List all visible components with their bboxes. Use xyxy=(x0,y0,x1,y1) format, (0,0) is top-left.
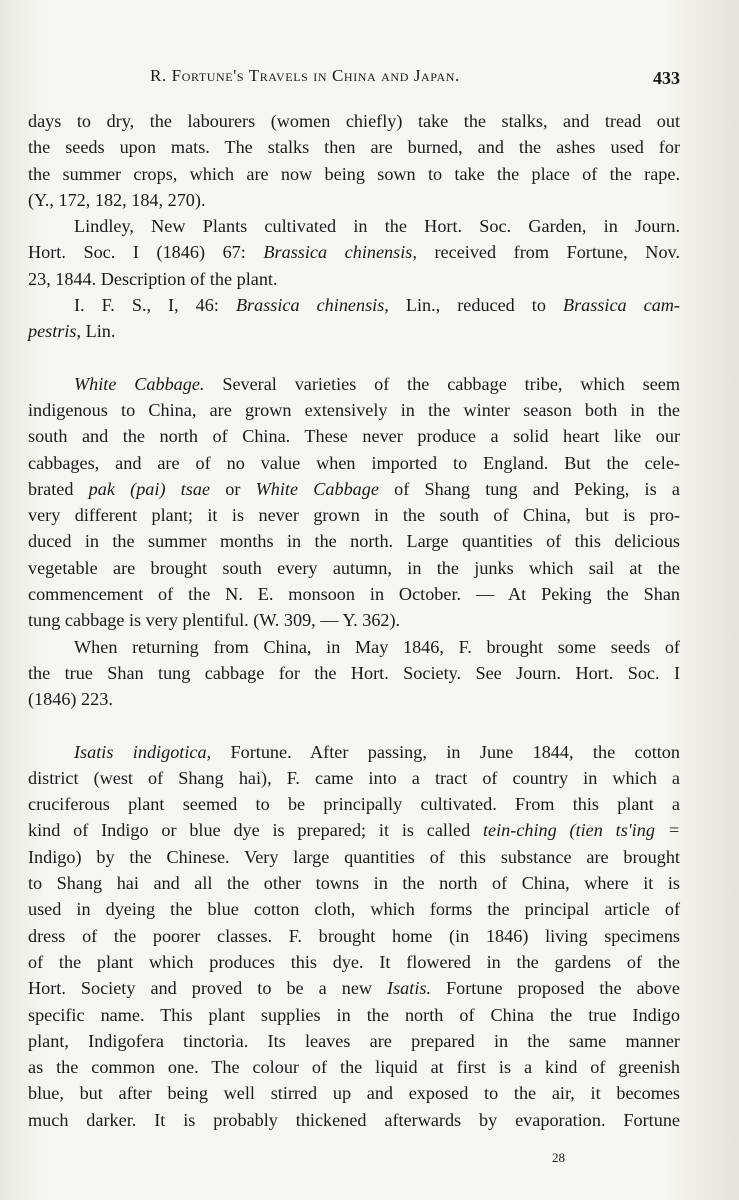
text-segment: commencement of the N. E. monsoon in October. — At Peking the Shan xyxy=(28,584,680,605)
text-line xyxy=(28,502,680,528)
text-segment: as the common one. The colour of the liquid at first is a kind of greenish xyxy=(28,1057,680,1078)
text-line xyxy=(28,371,680,397)
italic-text: Isatis. xyxy=(387,978,432,999)
paragraph-gap xyxy=(28,713,680,739)
text-line xyxy=(28,555,680,581)
italic-text: Isatis indigotica, xyxy=(74,741,212,762)
text-segment: to Shang hai and all the other towns in the north of China, where it is xyxy=(28,873,680,894)
text-line xyxy=(28,765,680,791)
text-segment: blue, but after being well stirred up and exposed to the air, it becomes xyxy=(28,1083,680,1104)
text-segment: the true Shan tung cabbage for the Hort. Society. See Journ. Hort. Soc. I xyxy=(28,662,680,683)
italic-text: Brassica cam- xyxy=(562,295,680,316)
text-segment: (Y., 172, 182, 184, 270). xyxy=(28,189,206,210)
italic-text: White Cabbage xyxy=(255,478,379,499)
text-line xyxy=(28,292,680,318)
text-line xyxy=(28,634,680,660)
text-line xyxy=(28,213,680,239)
text-line xyxy=(28,896,680,922)
text-segment: Several varieties of the cabbage tribe, which seem xyxy=(204,373,680,394)
text-line xyxy=(28,739,680,765)
text-segment: the summer crops, which are now being sown to take the place of the rape. xyxy=(28,163,680,184)
text-segment: cabbages, and are of no value when imported to England. But the cele- xyxy=(28,452,680,473)
text-line xyxy=(28,660,680,686)
text-line xyxy=(28,686,680,712)
text-segment: kind of Indigo or blue dye is prepared; it is called xyxy=(28,820,483,841)
text-segment: Hort. Soc. I (1846) 67: xyxy=(28,242,264,263)
text-segment: of the plant which produces this dye. It flowered in the gardens of the xyxy=(28,951,680,972)
text-line xyxy=(28,318,680,344)
text-line xyxy=(28,949,680,975)
text-segment: vegetable are brought south every autumn, in the junks which sail at the xyxy=(28,557,680,578)
page-number: 433 xyxy=(653,68,680,88)
text-line xyxy=(28,791,680,817)
text-segment: much darker. It is probably thickened afterwards by evaporation. Fortune xyxy=(28,1109,680,1130)
text-segment: dress of the poorer classes. F. brought home (in 1846) living specimens xyxy=(28,925,680,946)
text-segment: cruciferous plant seemed to be principally cultivated. From this plant a xyxy=(28,794,680,815)
text-line xyxy=(28,239,680,265)
text-line xyxy=(28,975,680,1001)
paragraph-gap xyxy=(28,345,680,371)
text-line xyxy=(28,161,680,187)
signature-mark: 28 xyxy=(552,1150,565,1165)
text-line xyxy=(28,423,680,449)
text-segment: received from Fortune, Nov. xyxy=(416,242,680,263)
italic-text: pestris xyxy=(28,321,77,342)
text-segment: plant, Indigofera tinctoria. Its leaves are prepared in the same manner xyxy=(28,1030,680,1051)
text-line xyxy=(28,1002,680,1028)
text-segment: When returning from China, in May 1846, F. brought some seeds of xyxy=(74,636,680,657)
text-segment: very different plant; it is never grown in the south of China, but is pro- xyxy=(28,505,680,526)
text-segment: south and the north of China. These never produce a solid heart like our xyxy=(28,426,680,447)
text-segment: tung cabbage is very plentiful. (W. 309, — Y. 362). xyxy=(28,610,401,631)
text-line xyxy=(28,817,680,843)
italic-text: Brassica chinensis xyxy=(235,295,385,316)
text-line xyxy=(28,266,680,292)
body-text xyxy=(28,108,680,1133)
text-segment: Fortune. After passing, in June 1844, the cotton xyxy=(211,741,680,762)
text-segment: , Lin. xyxy=(76,321,116,342)
text-line xyxy=(28,1080,680,1106)
text-segment: duced in the summer months in the north. Large quantities of this delicious xyxy=(28,531,680,552)
text-segment: , Lin., reduced to xyxy=(384,295,563,316)
text-segment: brated xyxy=(28,478,89,499)
text-segment: the seeds upon mats. The stalks then are burned, and the ashes used for xyxy=(28,137,680,158)
text-segment: used in dyeing the blue cotton cloth, which forms the principal article of xyxy=(28,899,680,920)
text-segment: district (west of Shang hai), F. came into a tract of country in which a xyxy=(28,767,680,788)
text-line xyxy=(28,528,680,554)
text-line xyxy=(28,476,680,502)
text-line xyxy=(28,1028,680,1054)
running-title: R. Fortune's Travels in China and Japan. xyxy=(150,66,460,85)
text-segment: indigenous to China, are grown extensively in the winter season both in the xyxy=(28,399,680,420)
text-line xyxy=(28,923,680,949)
text-line xyxy=(28,581,680,607)
text-segment: or xyxy=(210,478,256,499)
running-head xyxy=(28,66,680,96)
text-line xyxy=(28,108,680,134)
text-line xyxy=(28,397,680,423)
text-line xyxy=(28,187,680,213)
text-segment: 23, 1844. Description of the plant. xyxy=(28,268,278,289)
text-line xyxy=(28,134,680,160)
text-segment: Lindley, New Plants cultivated in the Hort. Soc. Garden, in Journ. xyxy=(74,216,680,237)
text-line xyxy=(28,607,680,633)
italic-text: tein-ching (tien ts'ing = xyxy=(482,820,680,841)
text-segment: Hort. Society and proved to be a new xyxy=(28,978,388,999)
text-segment: days to dry, the labourers (women chiefly) take the stalks, and tread out xyxy=(28,111,680,131)
text-segment: specific name. This plant supplies in the north of China the true Indigo xyxy=(28,1004,680,1025)
text-segment: Fortune proposed the above xyxy=(431,978,680,999)
italic-text: pak (pai) tsae xyxy=(88,478,211,499)
italic-text: White Cabbage. xyxy=(74,373,205,394)
text-segment: Indigo) by the Chinese. Very large quantities of this substance are brought xyxy=(28,846,680,867)
text-line xyxy=(28,844,680,870)
italic-text: Brassica chinensis, xyxy=(263,242,417,263)
text-segment: of Shang tung and Peking, is a xyxy=(378,478,680,499)
text-segment: (1846) 223. xyxy=(28,689,113,710)
text-line xyxy=(28,450,680,476)
text-segment: I. F. S., I, 46: xyxy=(74,295,236,316)
text-line xyxy=(28,870,680,896)
text-line xyxy=(28,1054,680,1080)
text-line xyxy=(28,1107,680,1133)
